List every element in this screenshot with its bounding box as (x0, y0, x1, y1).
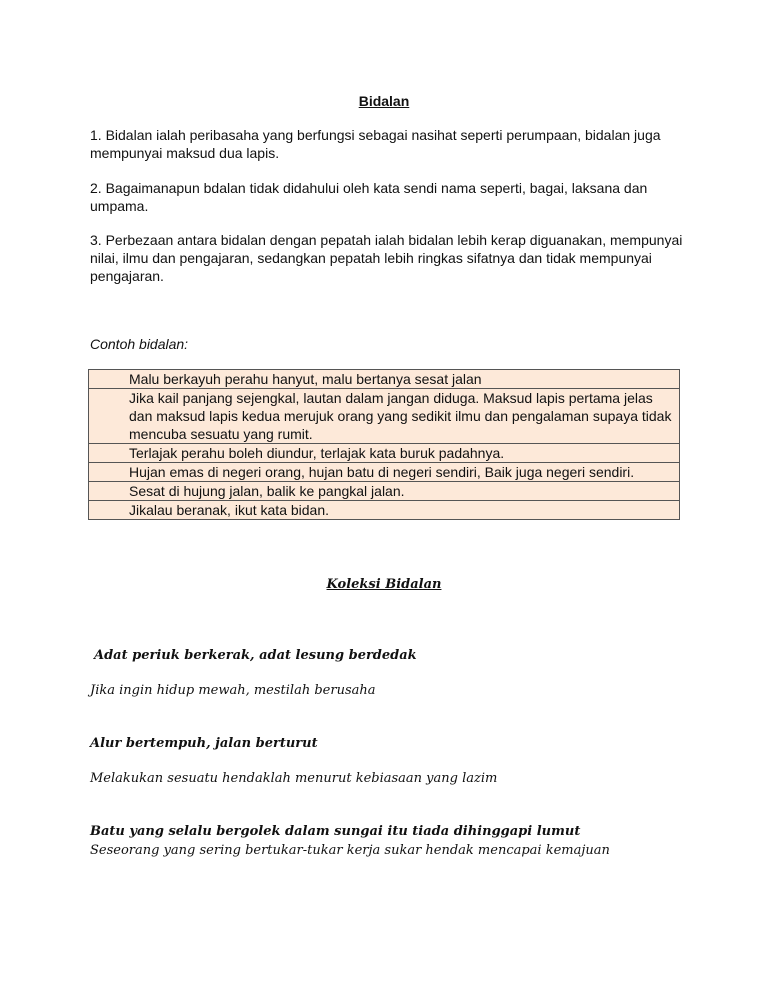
table-row (89, 463, 680, 482)
example-cell: Terlajak perahu boleh diundur, terlajak kata buruk padahnya. (89, 444, 680, 463)
examples-label: Contoh bidalan: (90, 336, 189, 352)
bidalan-meaning: Jika ingin hidup mewah, mestilah berusaha (90, 683, 376, 698)
example-cell: Jikalau beranak, ikut kata bidan. (89, 501, 680, 520)
example-cell: Malu berkayuh perahu hanyut, malu bertanya sesat jalan (89, 370, 680, 389)
table-row (89, 370, 680, 389)
koleksi-title: Koleksi Bidalan (326, 577, 442, 592)
example-cell: Hujan emas di negeri orang, hujan batu di negeri sendiri, Baik juga negeri sendiri. (89, 463, 680, 482)
table-row (89, 501, 680, 520)
bidalan-phrase: Adat periuk berkerak, adat lesung berdedak (94, 648, 417, 663)
table-row (89, 482, 680, 501)
table-row (89, 389, 680, 444)
example-cell: Sesat di hujung jalan, balik ke pangkal jalan. (89, 482, 680, 501)
table-row (89, 444, 680, 463)
point-1: 1. Bidalan ialah peribasaha yang berfungsi sebagai nasihat seperti perumpaan, bidalan juga mempunyai maksud dua lapis. (90, 127, 661, 161)
bidalan-phrase: Batu yang selalu bergolek dalam sungai itu tiada dihinggapi lumut (90, 824, 581, 839)
bidalan-meaning: Seseorang yang sering bertukar-tukar kerja sukar hendak mencapai kemajuan (90, 843, 610, 858)
point-3: 3. Perbezaan antara bidalan dengan pepatah ialah bidalan lebih kerap diguanakan, mempunyai nilai, ilmu dan pengajaran, sedangkan pepatah lebih ringkas sifatnya dan tidak mempunyai pengajaran. (90, 232, 683, 284)
bidalan-meaning: Melakukan sesuatu hendaklah menurut kebiasaan yang lazim (90, 771, 498, 786)
page-title: Bidalan (358, 93, 410, 109)
example-cell: Jika kail panjang sejengkal, lautan dalam jangan diduga. Maksud lapis pertama jelas dan maksud lapis kedua merujuk orang yang sedikit ilmu dan pengalaman supaya tidak mencuba sesuatu yang rumit. (89, 389, 680, 444)
examples-table (88, 369, 680, 520)
point-2: 2. Bagaimanapun bdalan tidak didahului oleh kata sendi nama seperti, bagai, laksana dan umpama. (90, 180, 648, 214)
bidalan-phrase: Alur bertempuh, jalan berturut (90, 736, 318, 751)
